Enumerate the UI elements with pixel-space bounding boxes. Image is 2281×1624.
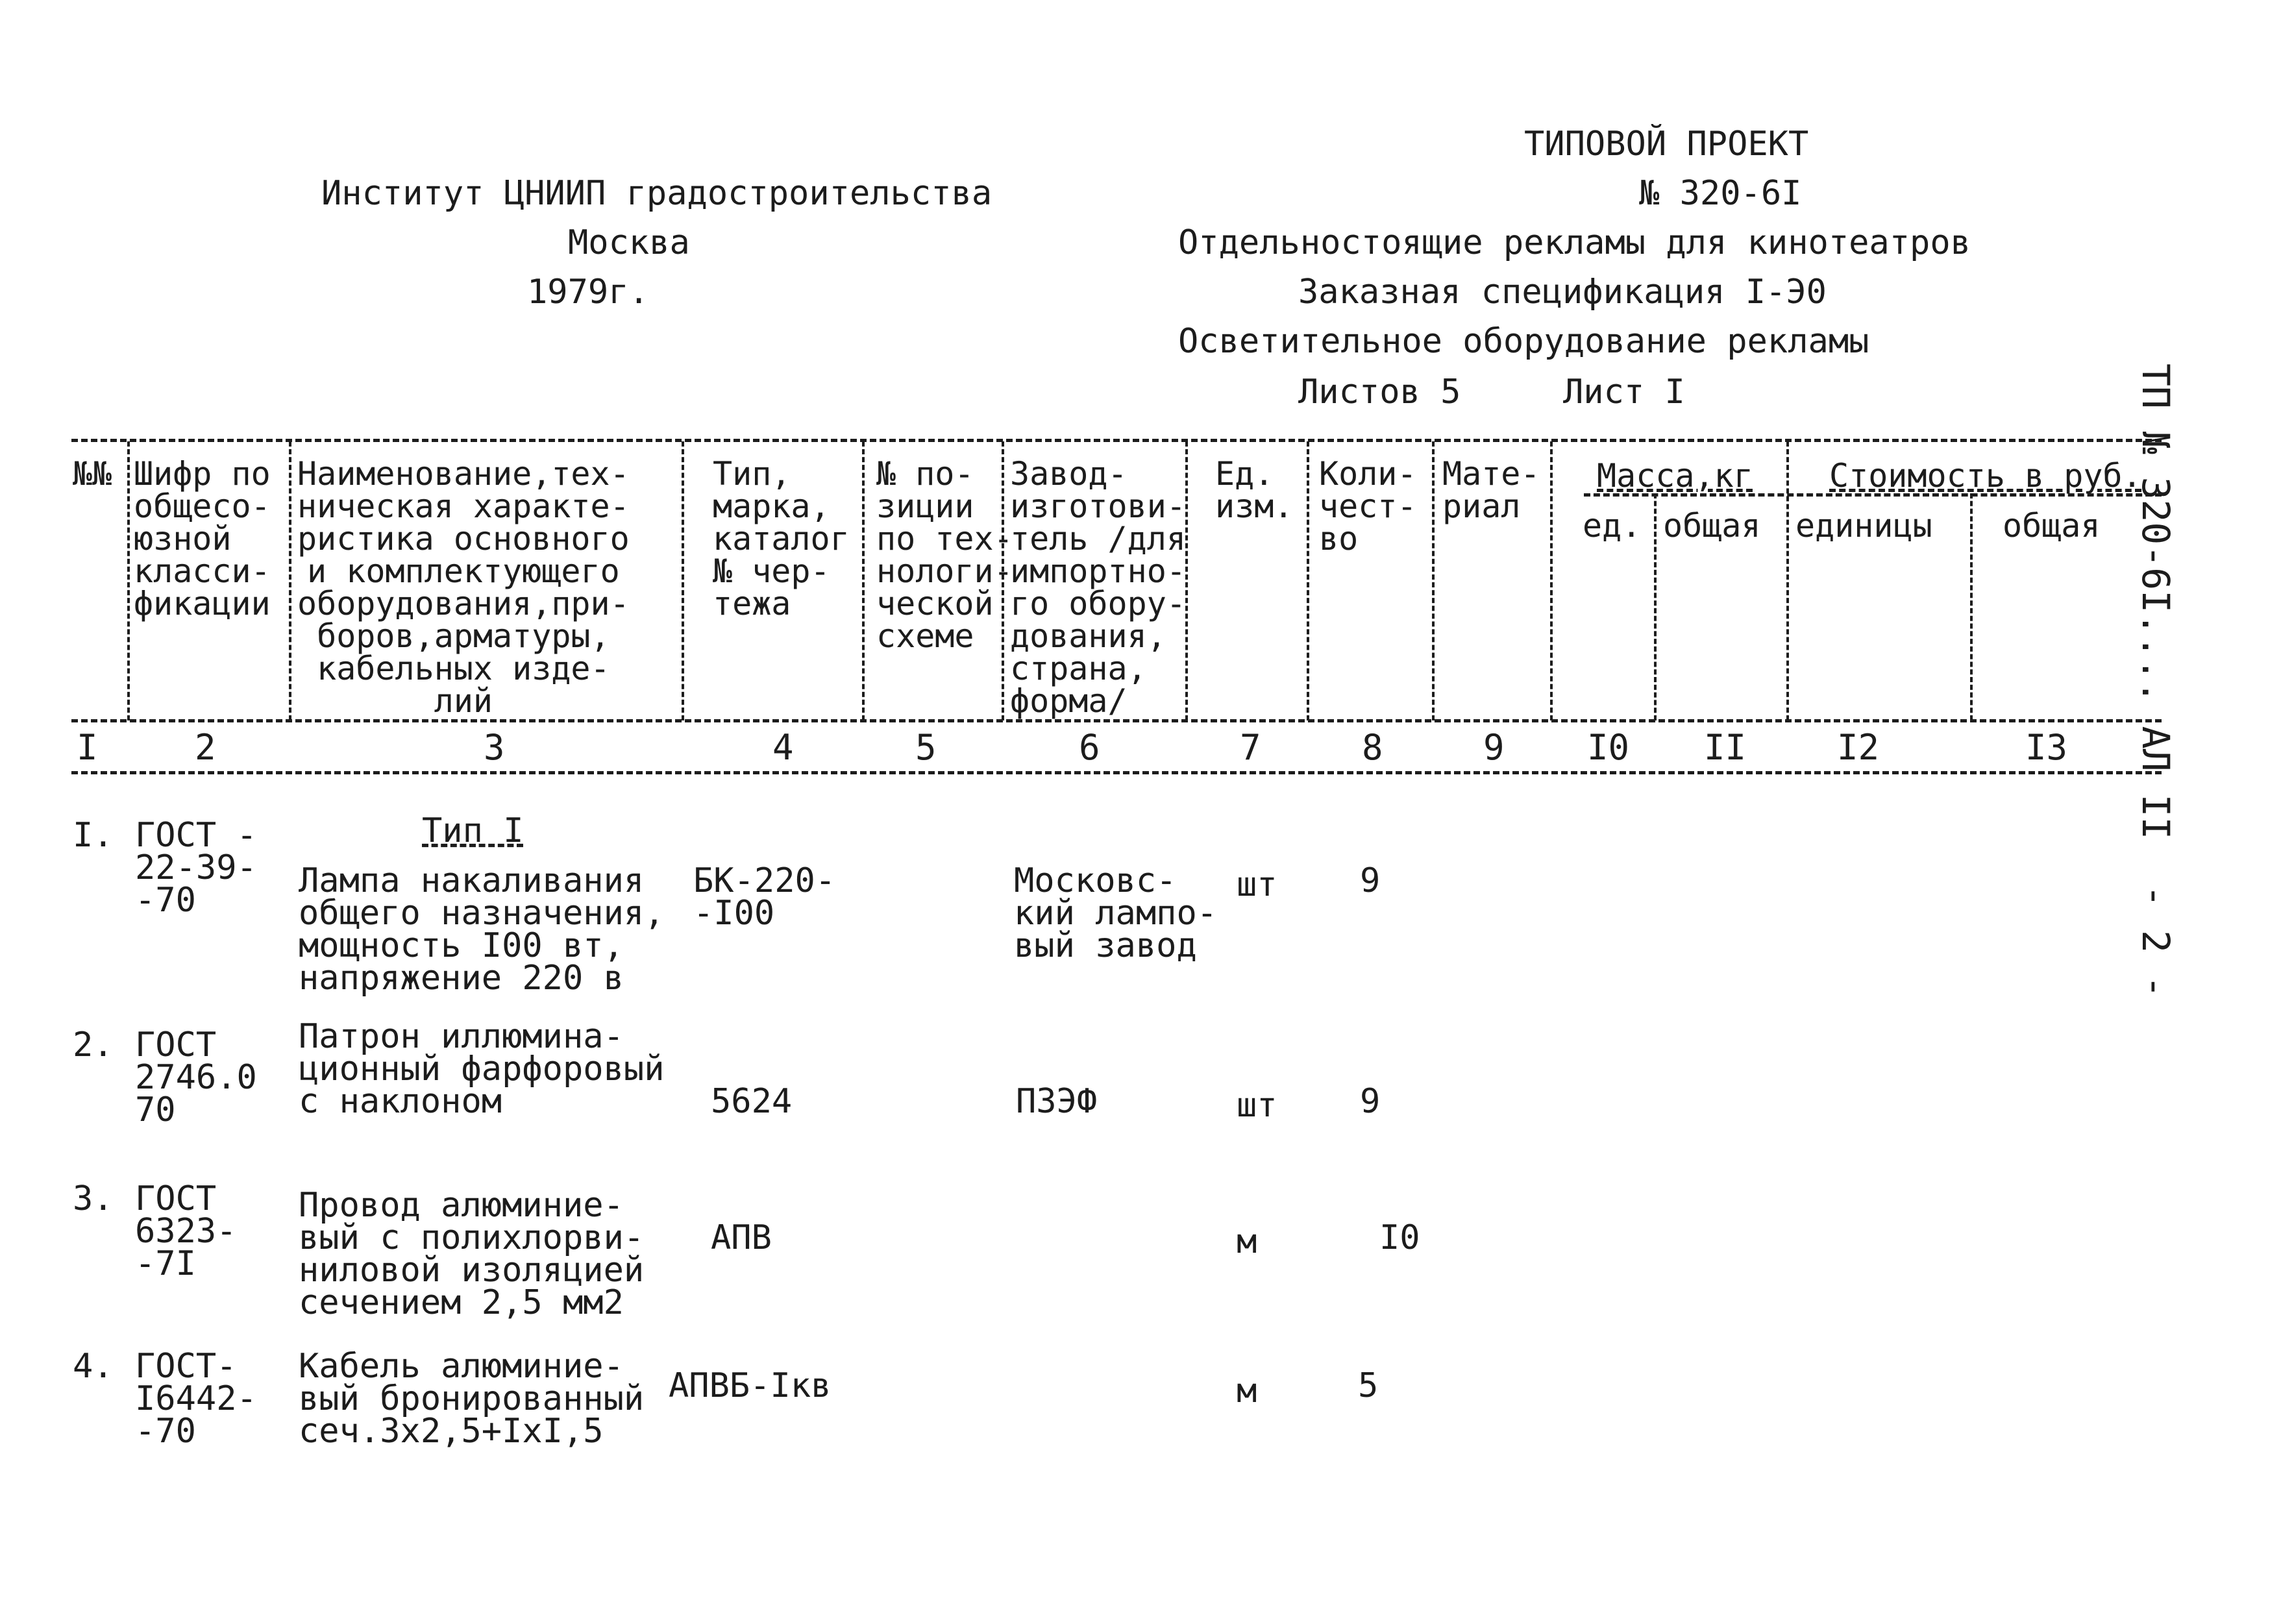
row-unit: шт <box>1237 1086 1277 1125</box>
col-sep <box>1550 441 1553 720</box>
col-sep <box>1786 441 1789 720</box>
row-code: ГОСТ - 22-39- -70 <box>135 816 257 920</box>
col-sep <box>1307 441 1309 720</box>
col-number: 5 <box>915 727 937 768</box>
city: Москва <box>568 223 690 262</box>
col-header-type: Тип, марка, каталог № чер- тежа <box>713 455 850 622</box>
col-sep <box>1432 441 1435 720</box>
col-sep <box>1654 493 1657 720</box>
row-code: ГОСТ 2746.0 70 <box>135 1026 257 1129</box>
col-header-cost-total: общая <box>2003 507 2101 545</box>
col-header-mass-total: общая <box>1663 507 1761 545</box>
row-unit: м <box>1237 1222 1257 1261</box>
col-number: I3 <box>2025 727 2068 768</box>
col-header-manufacturer: Завод- изготови- тель /для импортно- го обору- дования, страна, форма/ <box>1010 455 1186 720</box>
col-number: I2 <box>1837 727 1880 768</box>
project-number: № 320-6I <box>1639 174 1802 213</box>
institute-name: Институт ЦНИИП градостроительства <box>321 174 993 213</box>
col-number: 6 <box>1079 727 1100 768</box>
project-title: ТИПОВОЙ ПРОЕКТ <box>1524 125 1809 164</box>
col-header-cost-unit: единицы <box>1795 507 1932 545</box>
col-number: 2 <box>195 727 216 768</box>
row-name: Кабель алюминие- вый бронированный сеч.3х2,5+IхI,5 <box>299 1347 645 1451</box>
row-qty: 9 <box>1360 861 1381 900</box>
row-qty: I0 <box>1379 1218 1420 1257</box>
table-top-rule <box>71 439 2162 442</box>
col-header-name: Наименование,тех- ническая характе- ристика основного и комплектующего оборудования,при- боров,арматуры, кабельных изде- лий <box>297 455 630 720</box>
col-sep <box>1970 493 1973 720</box>
row-index: 3. <box>73 1179 114 1218</box>
col-sep <box>682 441 684 720</box>
col-number: 3 <box>484 727 505 768</box>
col-number: 7 <box>1240 727 1261 768</box>
col-sep <box>862 441 865 720</box>
row-type: БК-220- -I00 <box>693 861 836 933</box>
row-type: 5624 <box>711 1082 793 1121</box>
col-number: 8 <box>1362 727 1383 768</box>
col-header-code: Шифр по общесо- юзной класси- фикации <box>134 455 271 622</box>
table-numbers-rule <box>71 771 2162 774</box>
row-qty: 5 <box>1358 1366 1379 1405</box>
col-header-mass-unit: ед. <box>1583 507 1642 545</box>
row-maker: ПЗЭФ <box>1016 1082 1098 1121</box>
row-unit: м <box>1237 1372 1257 1410</box>
specification-title: Заказная спецификация I-Э0 <box>1298 273 1827 312</box>
col-header-position: № по- зиции по тех- нологи- ческой схеме <box>876 455 1013 655</box>
row-name: Патрон иллюмина- ционный фарфоровый с наклоном <box>299 1017 665 1121</box>
row-index: I. <box>73 816 114 855</box>
col-header-unit: Ед. изм. <box>1215 455 1294 525</box>
sheet-number: Лист I <box>1563 373 1685 412</box>
row-qty: 9 <box>1360 1082 1381 1121</box>
col-number: II <box>1704 727 1747 768</box>
row-code: ГОСТ 6323- -7I <box>135 1179 237 1283</box>
row-unit: шт <box>1237 865 1277 904</box>
row-name: Лампа накаливания общего назначения, мощность I00 вт, напряжение 220 в <box>299 861 665 998</box>
section-subtitle: Тип I <box>422 811 524 850</box>
side-document-code: ТП № 320-6I.... АЛ II - 2 - <box>2134 363 2178 998</box>
col-header-quantity: Коли- чест- во <box>1319 455 1417 558</box>
col-sep <box>127 441 130 720</box>
col-number: I0 <box>1587 727 1630 768</box>
sheets-total: Листов 5 <box>1298 373 1461 412</box>
row-maker: Московс- кий лампо- вый завод <box>1014 861 1218 965</box>
col-number: 4 <box>772 727 794 768</box>
year: 1979г. <box>527 273 649 312</box>
col-sep <box>289 441 291 720</box>
section-title: Осветительное оборудование рекламы <box>1178 322 1869 361</box>
row-index: 2. <box>73 1026 114 1064</box>
row-type: АПВБ-Iкв <box>669 1366 832 1405</box>
row-type: АПВ <box>711 1218 772 1257</box>
project-name: Отдельностоящие рекламы для кинотеатров <box>1178 223 1971 262</box>
row-index: 4. <box>73 1347 114 1386</box>
col-number: 9 <box>1483 727 1505 768</box>
col-header-material: Мате- риал <box>1442 455 1540 525</box>
row-code: ГОСТ- I6442- -70 <box>135 1347 257 1451</box>
col-group-cost: Стоимость в руб. <box>1829 457 2142 495</box>
row-name: Провод алюминие- вый с полихлорви- ниловой изоляцией сечением 2,5 мм2 <box>299 1186 645 1322</box>
col-number: I <box>77 727 98 768</box>
col-group-mass: Масса,кг <box>1597 457 1753 495</box>
col-header-index: №№ <box>73 455 112 493</box>
